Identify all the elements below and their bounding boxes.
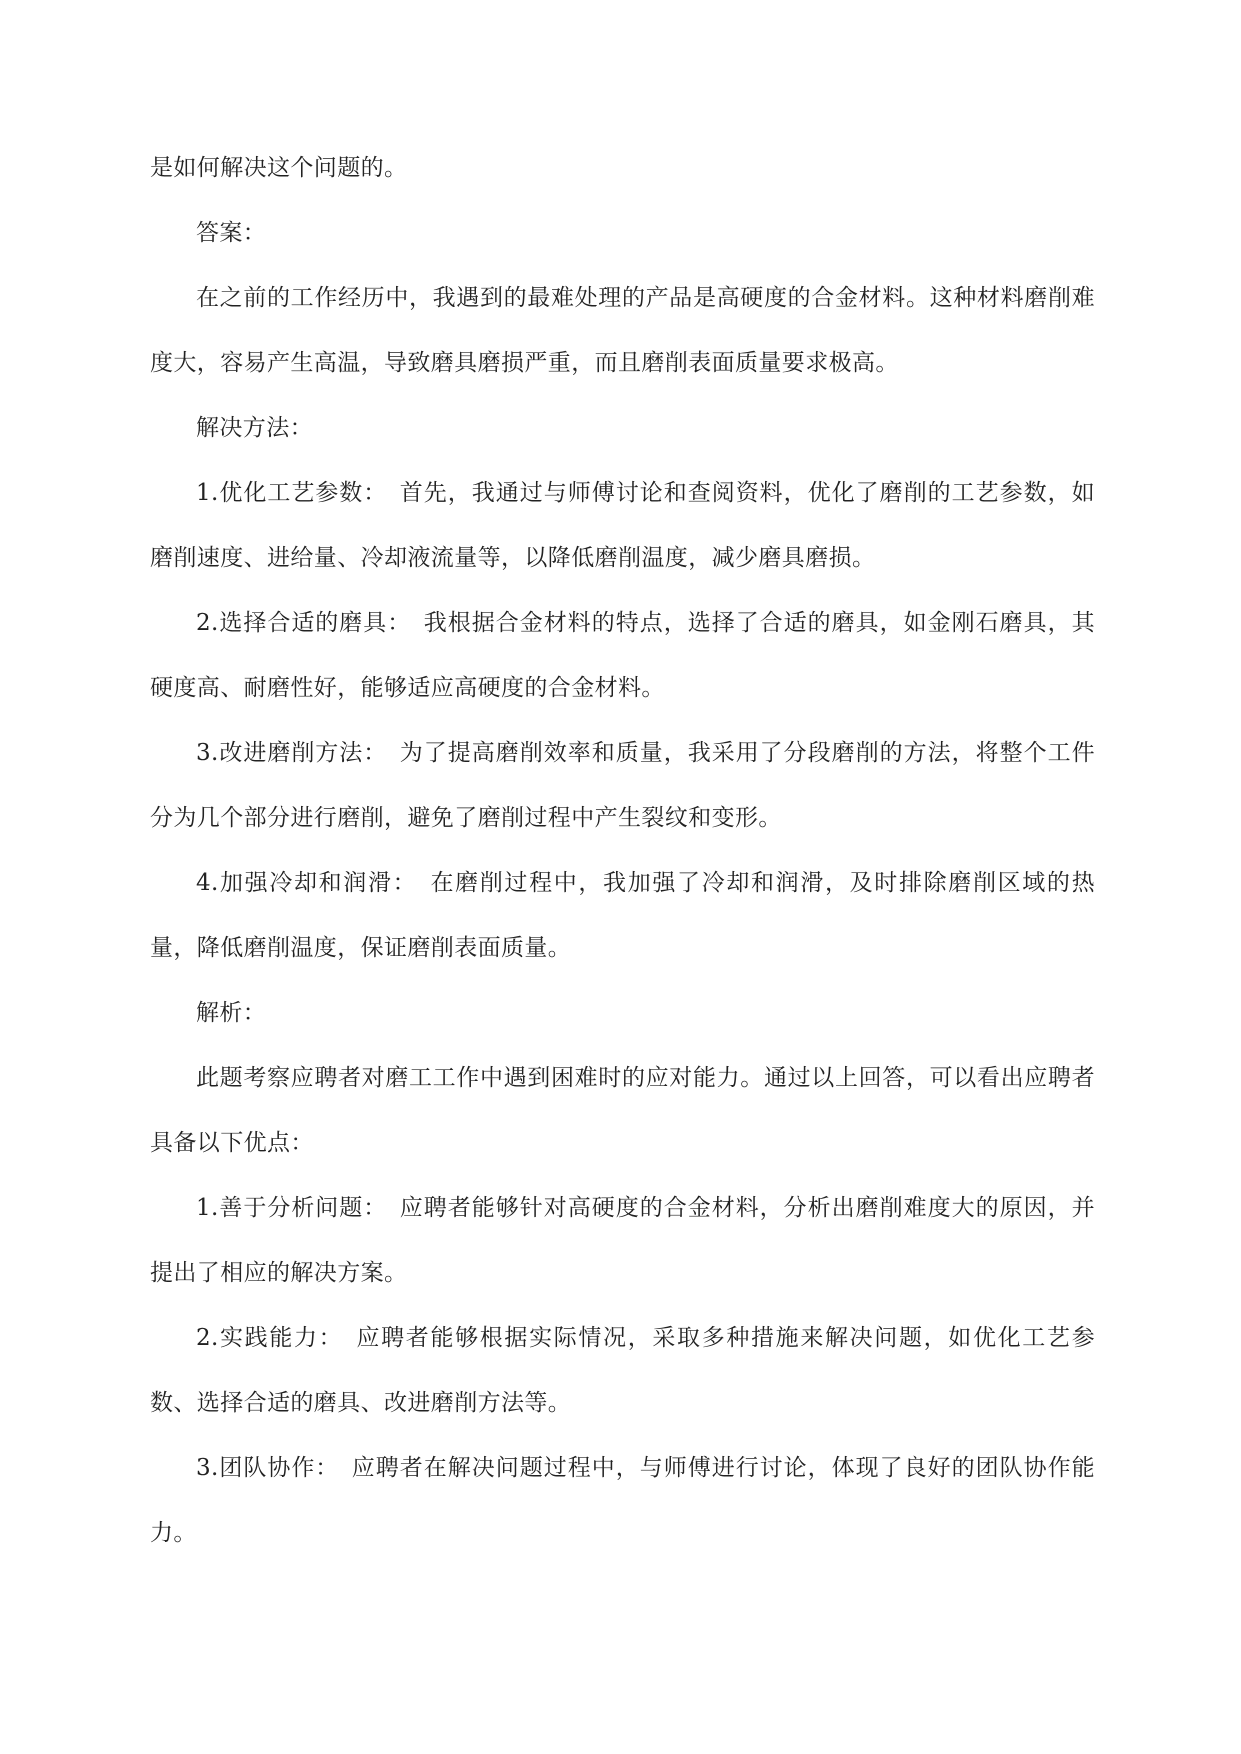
answer-heading: 答案：: [196, 220, 267, 246]
strength-item-1: 1.善于分析问题： 应聘者能够针对高硬度的合金材料，分析出磨削难度大的原因，并提出了相应的解决方案。: [150, 1195, 1095, 1286]
solution-item-1: 1.优化工艺参数： 首先，我通过与师傅讨论和查阅资料，优化了磨削的工艺参数，如磨削速度、进给量、冷却液流量等，以降低磨削温度，减少磨具磨损。: [150, 480, 1095, 571]
analysis-heading: 解析：: [196, 1000, 267, 1026]
paragraph-continuation: 是如何解决这个问题的。: [150, 155, 408, 181]
strength-item-3: 3.团队协作： 应聘者在解决问题过程中，与师傅进行讨论，体现了良好的团队协作能力。: [150, 1455, 1095, 1546]
solution-item-3: 3.改进磨削方法： 为了提高磨削效率和质量，我采用了分段磨削的方法，将整个工件分为几个部分进行磨削，避免了磨削过程中产生裂纹和变形。: [150, 740, 1095, 831]
strength-item-2: 2.实践能力： 应聘者能够根据实际情况，采取多种措施来解决问题，如优化工艺参数、选择合适的磨具、改进磨削方法等。: [150, 1325, 1095, 1416]
document-body: [150, 136, 1095, 1566]
analysis-paragraph: 此题考察应聘者对磨工工作中遇到困难时的应对能力。通过以上回答，可以看出应聘者具备以下优点：: [150, 1065, 1095, 1156]
solution-heading: 解决方法：: [196, 415, 313, 441]
answer-paragraph: 在之前的工作经历中，我遇到的最难处理的产品是高硬度的合金材料。这种材料磨削难度大，容易产生高温，导致磨具磨损严重，而且磨削表面质量要求极高。: [150, 285, 1095, 376]
solution-item-4: 4.加强冷却和润滑： 在磨削过程中，我加强了冷却和润滑，及时排除磨削区域的热量，降低磨削温度，保证磨削表面质量。: [150, 870, 1095, 961]
solution-item-2: 2.选择合适的磨具： 我根据合金材料的特点，选择了合适的磨具，如金刚石磨具，其硬度高、耐磨性好，能够适应高硬度的合金材料。: [150, 610, 1095, 701]
